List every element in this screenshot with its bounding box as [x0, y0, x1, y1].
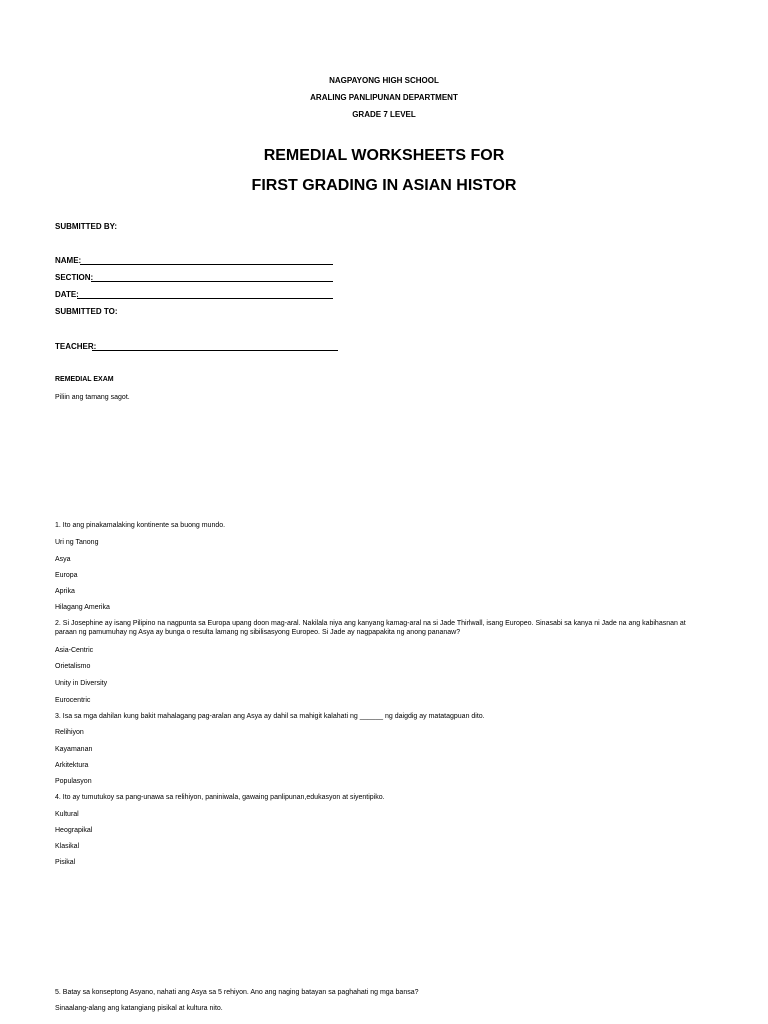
question-1: 1. Ito ang pinakamalaking kontinente sa buong mundo.: [55, 522, 226, 529]
name-blank-line: [80, 264, 333, 265]
teacher-blank-line: [92, 350, 338, 351]
question-2-choice-1: Asia-Centric: [55, 647, 94, 654]
exam-instruction: Piliin ang tamang sagot.: [55, 394, 130, 401]
date-blank-line: [77, 298, 333, 299]
department-name: ARALING PANLIPUNAN DEPARTMENT: [310, 93, 458, 102]
question-4-choice-2: Heograpikal: [55, 827, 93, 834]
name-label: NAME:: [55, 256, 82, 265]
question-2-choice-3: Unity in Diversity: [55, 680, 108, 687]
question-4: 4. Ito ay tumutukoy sa pang-unawa sa relihiyon, paniniwala, gawaing panlipunan,edukasyon at siyentipiko.: [55, 794, 385, 801]
question-1-choice-2: Asya: [55, 556, 71, 563]
teacher-label: TEACHER:: [55, 342, 97, 351]
question-5-choice-1: Sinaalang-alang ang katangiang pisikal at kultura nito.: [55, 1005, 223, 1012]
question-3-choice-3: Arkitektura: [55, 762, 89, 769]
question-4-choice-1: Kultural: [55, 811, 79, 818]
date-label: DATE:: [55, 290, 79, 299]
question-1-choice-4: Aprika: [55, 588, 75, 595]
school-name: NAGPAYONG HIGH SCHOOL: [329, 76, 439, 85]
section-blank-line: [91, 281, 333, 282]
question-2-choice-2: Orietalismo: [55, 663, 91, 670]
question-3: 3. Isa sa mga dahilan kung bakit mahalagang pag-aralan ang Asya ay dahil sa mahigit kalahati ng ______ ng daigdig ay matatagpuan dito.: [55, 713, 485, 720]
remedial-exam-heading: REMEDIAL EXAM: [55, 376, 114, 383]
question-1-choice-5: Hilagang Amerika: [55, 604, 110, 611]
section-label: SECTION:: [55, 273, 94, 282]
question-4-choice-3: Klasikal: [55, 843, 80, 850]
title-line-1: REMEDIAL WORKSHEETS FOR: [263, 147, 505, 164]
question-4-choice-4: Pisikal: [55, 859, 76, 866]
question-5: 5. Batay sa konseptong Asyano, nahati ang Asya sa 5 rehiyon. Ano ang naging batayan sa paghahati ng mga bansa?: [55, 989, 419, 996]
question-2-choice-4: Eurocentric: [55, 697, 91, 704]
submitted-to-label: SUBMITTED TO:: [55, 307, 118, 316]
question-1-choice-3: Europa: [55, 572, 78, 579]
submitted-by-label: SUBMITTED BY:: [55, 222, 118, 231]
question-2: 2. Si Josephine ay isang Pilipino na nagpunta sa Europa upang doon mag-aral. Nakilala niya ang kanyang kamag-aral na si Jade Thirlwall, isang Europeo. Sinasabi sa kanya ni Jade na ang kabihasnan at paraan ng pamumuhay ng Asya ay bunga o resulta lamang ng sibilisasyong Europeo. Si Jade ay nagpapakita ng anong pananaw?: [55, 620, 686, 636]
question-1-choice-1: Uri ng Tanong: [55, 539, 99, 546]
grade-level: GRADE 7 LEVEL: [352, 110, 416, 119]
question-3-choice-2: Kayamanan: [55, 746, 93, 753]
question-3-choice-4: Populasyon: [55, 778, 92, 785]
title-line-2: FIRST GRADING IN ASIAN HISTOR: [251, 177, 517, 194]
question-3-choice-1: Relihiyon: [55, 729, 84, 736]
